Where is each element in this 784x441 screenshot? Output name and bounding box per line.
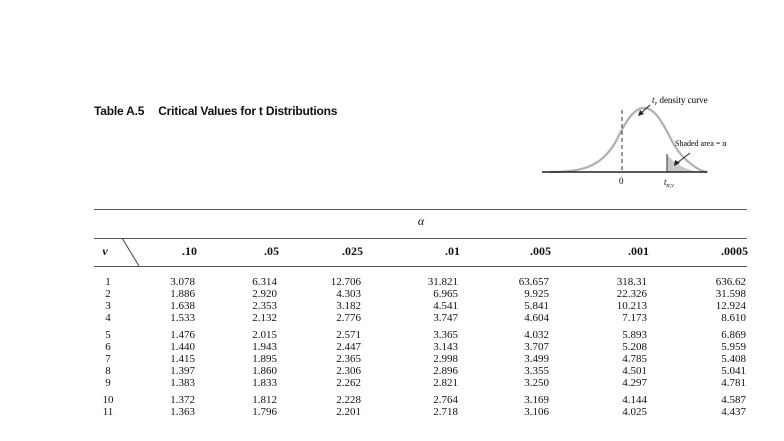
- table-header-row: [0, 244, 784, 260]
- value-cell: 4.025: [622, 406, 647, 418]
- value-cell: 1.860: [252, 365, 277, 377]
- critical-label: $t_{\alpha,\nu}$: [664, 177, 674, 189]
- df-cell: 5: [105, 329, 111, 341]
- table-row: [0, 394, 784, 406]
- zero-label: 0: [619, 176, 624, 186]
- value-cell: 1.833: [252, 377, 277, 389]
- value-cell: 1.943: [252, 341, 277, 353]
- column-header: .005: [530, 244, 551, 258]
- value-cell: 4.303: [336, 288, 361, 300]
- value-cell: 3.169: [524, 394, 549, 406]
- value-cell: 4.587: [721, 394, 746, 406]
- value-cell: 2.896: [433, 365, 458, 377]
- table-row: [0, 276, 784, 288]
- value-cell: 1.533: [170, 312, 195, 324]
- value-cell: 1.476: [170, 329, 195, 341]
- table-caption: Critical Values for t Distributions: [158, 104, 338, 118]
- table-rule-mid: [94, 238, 747, 239]
- value-cell: 4.144: [622, 394, 647, 406]
- table-row: [0, 353, 784, 365]
- value-cell: 318.31: [616, 276, 647, 288]
- table-rule-header: [94, 266, 747, 267]
- column-header: .05: [264, 244, 279, 258]
- value-cell: 3.747: [433, 312, 458, 324]
- value-cell: 4.541: [433, 300, 458, 312]
- table-row: [0, 365, 784, 377]
- value-cell: 1.886: [170, 288, 195, 300]
- value-cell: 1.638: [170, 300, 195, 312]
- table-row: [0, 288, 784, 300]
- value-cell: 2.228: [336, 394, 361, 406]
- df-cell: 9: [105, 377, 111, 389]
- value-cell: 636.62: [715, 276, 746, 288]
- value-cell: 5.041: [721, 365, 746, 377]
- t-density-diagram: [540, 88, 755, 193]
- value-cell: 3.499: [524, 353, 549, 365]
- value-cell: 4.604: [524, 312, 549, 324]
- value-cell: 7.173: [622, 312, 647, 324]
- shaded-area-label: Shaded area = α: [675, 139, 727, 148]
- value-cell: 3.365: [433, 329, 458, 341]
- value-cell: 2.447: [336, 341, 361, 353]
- value-cell: 2.201: [336, 406, 361, 418]
- value-cell: 6.869: [721, 329, 746, 341]
- value-cell: 31.598: [715, 288, 746, 300]
- value-cell: 3.106: [524, 406, 549, 418]
- curve-label: $t_\nu$ density curve: [652, 95, 708, 107]
- value-cell: 5.408: [721, 353, 746, 365]
- value-cell: 3.355: [524, 365, 549, 377]
- table-body: [0, 276, 784, 418]
- value-cell: 2.132: [252, 312, 277, 324]
- value-cell: 2.353: [252, 300, 277, 312]
- value-cell: 1.372: [170, 394, 195, 406]
- df-cell: 10: [102, 394, 114, 406]
- value-cell: 2.306: [336, 365, 361, 377]
- table-rule-top: [94, 209, 747, 210]
- df-header: ν: [102, 244, 108, 258]
- value-cell: 2.920: [252, 288, 277, 300]
- df-cell: 11: [102, 406, 114, 418]
- df-cell: 8: [105, 365, 111, 377]
- df-cell: 1: [105, 276, 111, 288]
- value-cell: 31.821: [427, 276, 458, 288]
- value-cell: 3.078: [170, 276, 195, 288]
- df-cell: 2: [105, 288, 111, 300]
- value-cell: 2.998: [433, 353, 458, 365]
- value-cell: 1.812: [252, 394, 277, 406]
- value-cell: 12.706: [330, 276, 361, 288]
- value-cell: 63.657: [518, 276, 549, 288]
- value-cell: 1.363: [170, 406, 195, 418]
- value-cell: 8.610: [721, 312, 746, 324]
- column-header: .001: [628, 244, 649, 258]
- value-cell: 2.015: [252, 329, 277, 341]
- column-header: .0005: [721, 244, 748, 258]
- value-cell: 4.437: [721, 406, 746, 418]
- column-header: .10: [182, 244, 197, 258]
- value-cell: 1.383: [170, 377, 195, 389]
- value-cell: 3.250: [524, 377, 549, 389]
- column-header: .025: [342, 244, 363, 258]
- column-header: .01: [445, 244, 460, 258]
- table-row: [0, 300, 784, 312]
- value-cell: 1.796: [252, 406, 277, 418]
- value-cell: 12.924: [715, 300, 746, 312]
- df-cell: 3: [105, 300, 111, 312]
- table-row: [0, 341, 784, 353]
- value-cell: 2.776: [336, 312, 361, 324]
- table-row: [0, 406, 784, 418]
- value-cell: 4.781: [721, 377, 746, 389]
- value-cell: 2.821: [433, 377, 458, 389]
- value-cell: 5.893: [622, 329, 647, 341]
- value-cell: 10.213: [616, 300, 647, 312]
- value-cell: 2.365: [336, 353, 361, 365]
- df-cell: 4: [105, 312, 111, 324]
- value-cell: 9.925: [524, 288, 549, 300]
- value-cell: 2.262: [336, 377, 361, 389]
- value-cell: 22.326: [616, 288, 647, 300]
- value-cell: 3.182: [336, 300, 361, 312]
- value-cell: 1.415: [170, 353, 195, 365]
- value-cell: 4.501: [622, 365, 647, 377]
- value-cell: 1.440: [170, 341, 195, 353]
- value-cell: 5.959: [721, 341, 746, 353]
- value-cell: 1.397: [170, 365, 195, 377]
- value-cell: 2.571: [336, 329, 361, 341]
- value-cell: 3.707: [524, 341, 549, 353]
- df-cell: 7: [105, 353, 111, 365]
- value-cell: 1.895: [252, 353, 277, 365]
- table-row: [0, 329, 784, 341]
- table-number: Table A.5: [94, 104, 145, 118]
- value-cell: 6.314: [252, 276, 277, 288]
- value-cell: 5.208: [622, 341, 647, 353]
- value-cell: 5.841: [524, 300, 549, 312]
- alpha-column-group-label: α: [417, 214, 425, 228]
- value-cell: 3.143: [433, 341, 458, 353]
- table-row: [0, 312, 784, 324]
- value-cell: 6.965: [433, 288, 458, 300]
- value-cell: 2.764: [433, 394, 458, 406]
- value-cell: 4.785: [622, 353, 647, 365]
- value-cell: 2.718: [433, 406, 458, 418]
- value-cell: 4.032: [524, 329, 549, 341]
- table-title: [94, 104, 337, 118]
- df-cell: 6: [105, 341, 111, 353]
- value-cell: 4.297: [622, 377, 647, 389]
- table-row: [0, 377, 784, 389]
